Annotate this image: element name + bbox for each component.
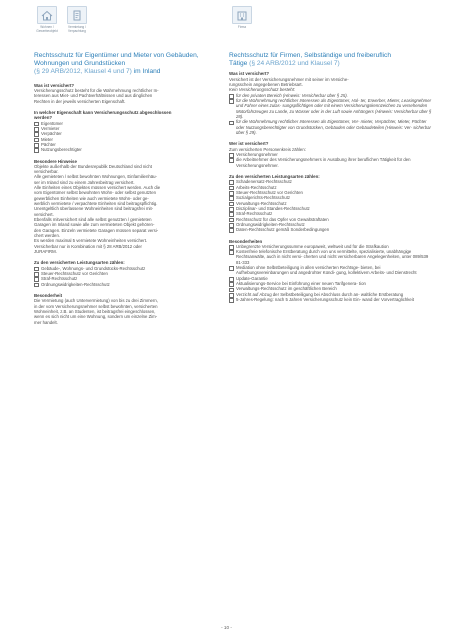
section-title [229, 52, 434, 68]
list-item: Eigentümer [34, 121, 234, 126]
list-item: Aktualisierungs-Service bei Einführung einer neuen Tarifgenera- tion [229, 281, 434, 286]
list-item: für den privaten Bereich (Hinweis: Versicherbar über § 25). [229, 93, 434, 98]
list-item: Gebäude-, Wohnungs- und Grundstücks-Rechtsschutz [34, 266, 234, 271]
what-insured-text: Versicherungsschutz besteht für die Wahrnehmung rechtlicher In- teressen aus Miet- und Pachtverhältnissen und aus dinglichen Rechten in der jeweils versicherten Eigenschaft. [34, 87, 159, 104]
special-heading: Besonderheit [34, 292, 63, 298]
left-column [34, 0, 234, 325]
list-item: Rechtsschutz für das Opfer von Gewaltstraftaten [229, 217, 434, 222]
tile-label: Wohnen / Gewerbeobjekt [36, 25, 58, 33]
exclusions-list [229, 93, 434, 136]
special-heading: Besonderheiten [229, 238, 263, 244]
what-insured-heading: Was ist versichert? [229, 71, 270, 77]
list-item: Verwaltungs-Rechtsschutz im geschäftlichen Bereich [229, 286, 434, 291]
title-line: Rechtsschutz für Eigentümer und Mieter von Gebäuden, [34, 52, 199, 59]
list-item: die Arbeitnehmer des Versicherungsnehmers in Ausübung ihrer beruflichen Tätigkeit für den Versicherungsnehmer. [229, 157, 434, 168]
special-text: Die Vermietung (auch Untervermietung) von bis zu drei Zimmern, in der vom Versicherungsnehmer selbst bewohnten, versicherten Wohneinheit, z.B. an Studenten, ist beitragsfrei eingeschlossen, wenn es sich nicht um eine Wohnung, sondern um einzelne Zim- mer handelt. [34, 298, 158, 325]
title-reference: (§ 24 ARB/2012 und Klausel 7) [249, 60, 340, 68]
list-item: Straf-Rechtsschutz [229, 211, 434, 216]
capacity-heading: In welcher Eigenschaft kann Versicherungsschutz abgeschlossen werden? [34, 109, 172, 121]
what-insured-text: Versichert ist der Versicherungsnehmer mit seiner im Versiche- rungsschein angegebenen Betriebsart. [229, 76, 349, 88]
tile-label: Vermietung / Verpachtung [68, 25, 86, 33]
who-insured-text: Zum versicherten Personenkreis zählen: [229, 146, 306, 152]
list-item: Ordnungswidrigkeiten-Rechtsschutz [34, 282, 234, 287]
house-icon [37, 6, 57, 24]
company-icon [232, 6, 252, 24]
exclusions-intro: Kein Versicherungsschutz besteht: [229, 87, 296, 93]
list-item: Verwaltungs-Rechtsschutz [229, 201, 434, 206]
title-line: Wohnungen und Grundstücken [34, 60, 126, 68]
list-item: Straf-Rechtsschutz [34, 276, 234, 281]
list-item: Kostenfreie telefonische Erstberatung durch von uns vermittelte, spezialisierte, unabhängige Rechtsanwälte, auch in nicht versi- cherten und nicht versicherbaren Angelegenheiten, unter 089/539 81-333 [229, 249, 434, 265]
who-insured-heading: Wer ist versichert? [229, 141, 269, 147]
list-item: Arbeits-Rechtsschutz [229, 185, 434, 190]
coverage-types-heading: Zu den versicherten Leistungsarten zählen: [229, 173, 320, 179]
list-item: Nutzungsberechtigter [34, 147, 234, 152]
list-item: Disziplinar- und Standes-Rechtsschutz [229, 206, 434, 211]
coverage-types-list [229, 179, 434, 232]
special-list [229, 244, 434, 303]
list-item: Verpächter [34, 131, 234, 136]
list-item: Daten-Rechtsschutz gemäß Sonderbedingungen [229, 227, 434, 232]
list-item: Unbegrenzte Versicherungssumme europaweit, weltweit und für die Strafkaution [229, 244, 434, 249]
list-item: Ordnungswidrigkeiten-Rechtsschutz [229, 222, 434, 227]
right-icon-row [229, 6, 434, 52]
section-title [34, 52, 234, 77]
contract-icon [67, 6, 87, 24]
list-item: Steuer-Rechtsschutz vor Gerichten [229, 190, 434, 195]
list-item: für die Wahrnehmung rechtlicher Interessen als Eigentümer, Ver- mieter, Verpächter, Mieter, Pächter oder Nutzungsberechtigter von Grundstücken, Gebäuden oder Gebäudeteilen (Hinweis: Ver- sicherbar über § 29). [229, 119, 434, 135]
list-item: Sozialgerichts-Rechtsschutz [229, 195, 434, 200]
list-item: Versicherungsnehmer [229, 152, 434, 157]
title-line: Rechtsschutz für Firmen, Selbständige und freiberuflich [229, 52, 391, 59]
coverage-types-list [34, 266, 234, 287]
list-item: Steuer-Rechtsschutz vor Gerichten [34, 271, 234, 276]
tile-housing [34, 6, 60, 33]
page-number: - 10 - [221, 625, 232, 630]
list-item: Vermieter [34, 126, 234, 131]
what-insured-heading: Was ist versichert? [34, 82, 75, 88]
list-item: 5-Jahres-Regelung: nach 5 Jahren Versicherungsschutz kein Ein- wand der Vorvertraglichkeit [229, 297, 434, 302]
list-item: für die Wahrnehmung rechtlicher Interessen als Eigentümer, Hal- ter, Erwerber, Mieter, Leasingnehmer und Fahrer eines zulas- sungspflichtigen oder mit einem Versicherungskennzeichen zu versehenden Motorfahrzeuges zu Lande, zu Wasser oder in der Luft sowie Anhängers (Hinweis: Versicherbar über § 28). [229, 98, 434, 119]
capacity-list [34, 121, 234, 153]
title-suffix: im Inland [131, 68, 161, 76]
tile-company [229, 6, 255, 30]
title-reference: (§ 29 ARB/2012, Klausel 4 und 7) [34, 68, 132, 76]
list-item: Schadenersatz-Rechtsschutz [229, 179, 434, 184]
coverage-types-heading: Zu den versicherten Leistungsarten zählen: [34, 260, 125, 266]
list-item: Pächter [34, 142, 234, 147]
list-item: Mediation ohne Selbstbeteiligung in allen versicherten Rechtsge- bieten, bei Aufhebungsvereinbarungen und angedrohter Kündi- gung, kollektivem Arbeits- und Dienstrecht [229, 265, 434, 276]
notes-heading: Besondere Hinweise [34, 158, 77, 164]
list-item: Mieter [34, 137, 234, 142]
list-item: Update-Garantie [229, 276, 434, 281]
title-line: Tätige [229, 60, 248, 68]
list-item: Verzicht auf Abzug der Selbstbeteiligung bei Abschluss durch an- waltliche Erstberatung [229, 292, 434, 297]
who-insured-list [229, 152, 434, 168]
tile-letting [64, 6, 90, 33]
right-column [229, 0, 434, 302]
notes-text: Objekte außerhalb der Bundesrepublik Deutschland sind nicht versicherbar. Alle gemieteten / selbst bewohnten Wohnungen, Einfamilienhäu- ser im Inland sind zu einem Jahresbeitrag versichert. Alle Einheiten eines Objektes müssen versichert werden. Auch die vom Eigentümer selbst bewohnten Wohn- oder selbst genutzten gewerblichen Einheiten wie auch vermietete Wohn- oder ge- werblich vermietete / verpachtete Einheiten sind beitragspflichtig. Unentgeltlich überlassene Wohneinheiten sind beitragsfrei mit- versichert. Ebenfalls mitversichert sind alle selbst genutzten / gemieteten Garagen im Inland sowie alle zum vermieteten Objekt gehören- den Garagen. Einzeln vermietete Garagen müssen separat versi- chert werden. Es werden maximal 5 vermietete Wohneinheiten versichert. Versicherbar nur in Kombination mit § 28 ARB/2012 oder JURAFIRM. [34, 163, 161, 255]
left-icon-row [34, 6, 234, 52]
tile-label: Firma [237, 25, 247, 29]
